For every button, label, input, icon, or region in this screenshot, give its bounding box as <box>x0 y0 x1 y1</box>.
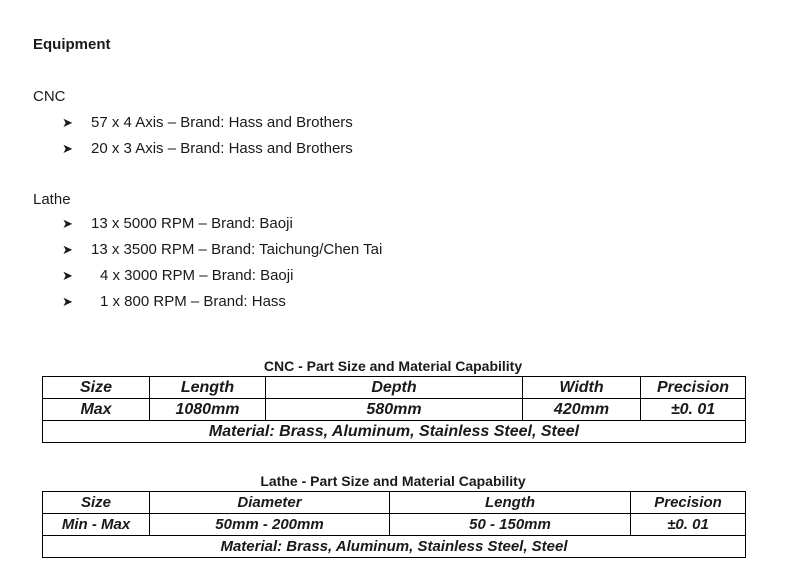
list-item <box>62 136 353 162</box>
page-heading: Equipment <box>33 36 111 53</box>
cnc-section-label: CNC <box>33 88 66 105</box>
table-header-cell: Length <box>150 377 266 399</box>
table-cell: ±0. 01 <box>631 514 746 536</box>
table-header-cell: Diameter <box>150 492 390 514</box>
table-header-cell: Precision <box>641 377 746 399</box>
list-item-text: 57 x 4 Axis – Brand: Hass and Brothers <box>91 114 353 131</box>
table-row <box>43 536 746 558</box>
list-item-text: 1 x 800 RPM – Brand: Hass <box>100 293 286 310</box>
list-item <box>62 237 382 263</box>
table-row <box>43 399 746 421</box>
list-item-text: 13 x 3500 RPM – Brand: Taichung/Chen Tai <box>91 241 383 258</box>
arrow-bullet-icon: ➤ <box>62 268 73 283</box>
table-cell: 580mm <box>266 399 523 421</box>
table-header-cell: Size <box>43 492 150 514</box>
lathe-table-title: Lathe - Part Size and Material Capability <box>260 473 526 489</box>
table-row <box>43 421 746 443</box>
material-cell: Material: Brass, Aluminum, Stainless Steel, Steel <box>43 536 746 558</box>
table-header-cell: Size <box>43 377 150 399</box>
table-cell: 50 - 150mm <box>390 514 631 536</box>
table-header-cell: Depth <box>266 377 523 399</box>
table-header-cell: Length <box>390 492 631 514</box>
list-item-text: 20 x 3 Axis – Brand: Hass and Brothers <box>91 140 353 157</box>
table-cell: 1080mm <box>150 399 266 421</box>
list-item-text: 13 x 5000 RPM – Brand: Baoji <box>91 215 293 232</box>
list-item-text: 4 x 3000 RPM – Brand: Baoji <box>100 267 294 284</box>
table-cell: 420mm <box>523 399 641 421</box>
table-cell: Min - Max <box>43 514 150 536</box>
material-cell: Material: Brass, Aluminum, Stainless Steel, Steel <box>43 421 746 443</box>
lathe-capability-table <box>42 491 746 558</box>
lathe-equipment-list <box>62 211 382 315</box>
list-item <box>62 211 382 237</box>
table-row <box>43 514 746 536</box>
table-cell: ±0. 01 <box>641 399 746 421</box>
cnc-table-title: CNC - Part Size and Material Capability <box>263 358 523 374</box>
arrow-bullet-icon: ➤ <box>62 216 73 231</box>
table-header-cell: Precision <box>631 492 746 514</box>
lathe-section-label: Lathe <box>33 191 71 208</box>
arrow-bullet-icon: ➤ <box>62 294 73 309</box>
arrow-bullet-icon: ➤ <box>62 242 73 257</box>
table-header-row <box>43 377 746 399</box>
arrow-bullet-icon: ➤ <box>62 115 73 130</box>
table-cell: 50mm - 200mm <box>150 514 390 536</box>
table-header-cell: Width <box>523 377 641 399</box>
cnc-equipment-list <box>62 110 353 162</box>
arrow-bullet-icon: ➤ <box>62 141 73 156</box>
list-item <box>62 110 353 136</box>
table-cell: Max <box>43 399 150 421</box>
table-header-row <box>43 492 746 514</box>
cnc-capability-table <box>42 376 746 443</box>
list-item <box>62 263 382 289</box>
list-item <box>62 289 382 315</box>
